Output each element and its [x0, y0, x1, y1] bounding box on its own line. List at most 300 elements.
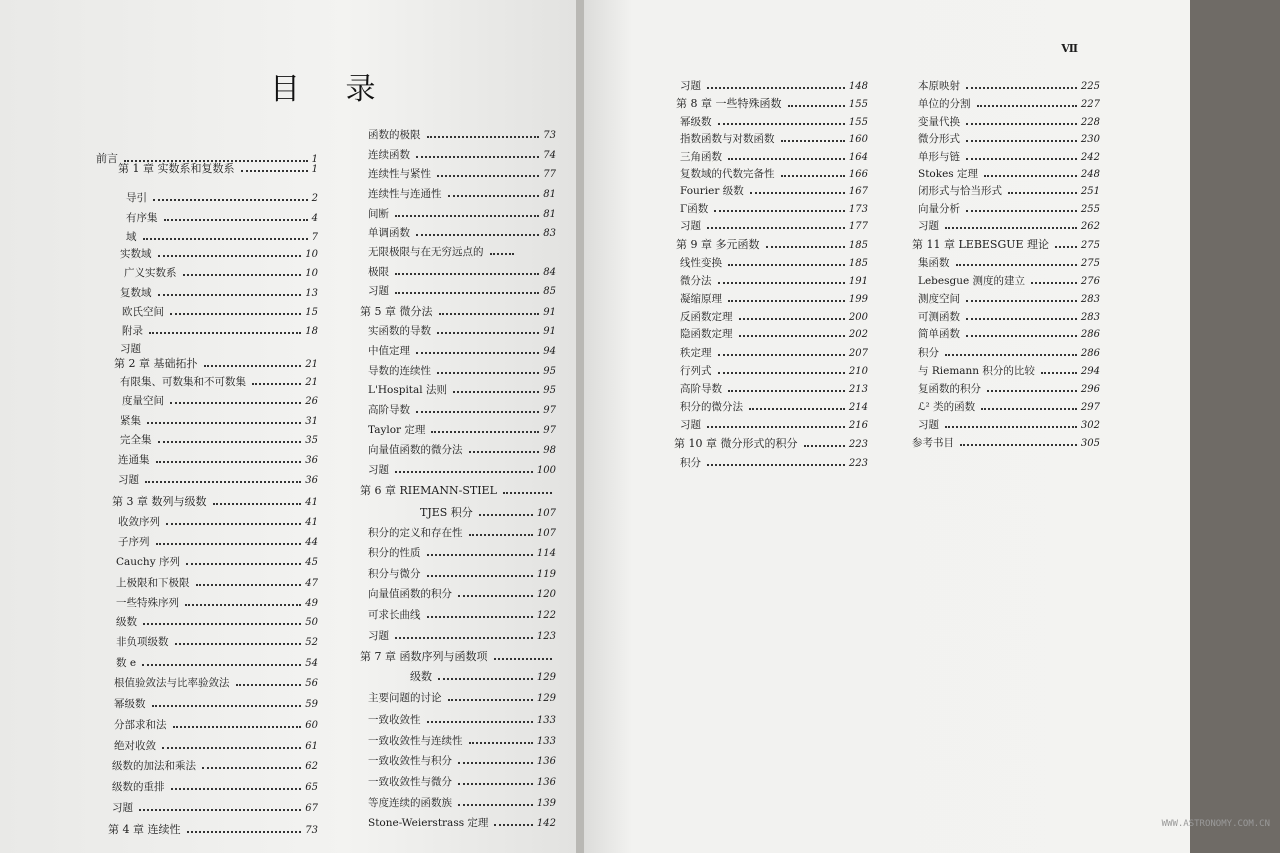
page-number: 84	[543, 267, 556, 278]
entry-title: 积分的微分法	[680, 401, 743, 413]
chapter-entry	[420, 504, 556, 518]
toc-entry	[918, 201, 1100, 215]
toc-entry	[680, 455, 868, 469]
entry-title: 实数域	[120, 248, 152, 260]
page-number: 13	[305, 288, 318, 299]
toc-entry	[114, 675, 318, 689]
toc-entry	[368, 586, 556, 600]
entry-title: 闭形式与恰当形式	[918, 185, 1002, 197]
page-number: 286	[1080, 329, 1100, 340]
toc-entry	[112, 800, 318, 814]
leader-dots	[503, 492, 552, 494]
page-number: 214	[848, 402, 868, 413]
leader-dots	[431, 431, 539, 433]
toc-entry	[124, 265, 318, 279]
toc-entry	[126, 229, 318, 243]
entry-title: 反函数定理	[680, 311, 733, 323]
toc-entry	[368, 127, 556, 141]
toc-entry	[118, 514, 318, 528]
entry-title: 一致收敛性	[368, 714, 421, 726]
leader-dots	[437, 332, 539, 334]
entry-title: 一致收敛性与积分	[368, 755, 452, 767]
page-number: 167	[848, 186, 868, 197]
leader-dots	[966, 123, 1077, 125]
page-number: 136	[536, 756, 556, 767]
toc-entry	[918, 78, 1100, 92]
page-number: 297	[1080, 402, 1100, 413]
entry-title: 第 6 章 RIEMANN-STIEL	[360, 484, 497, 497]
toc-entry	[368, 147, 556, 161]
entry-title: Lebesgue 测度的建立	[918, 275, 1026, 287]
page-number: 107	[536, 528, 556, 539]
entry-title: 导数的连续性	[368, 365, 431, 377]
page-number: 155	[848, 99, 868, 110]
page-number: 302	[1080, 420, 1100, 431]
page-number: 10	[305, 268, 318, 279]
leader-dots	[945, 426, 1077, 428]
entry-title: 习题	[368, 285, 389, 297]
entry-title: 集函数	[918, 257, 950, 269]
leader-dots	[395, 273, 539, 275]
toc-entry	[120, 432, 318, 446]
chapter-entry	[108, 821, 318, 835]
page-number: 31	[305, 416, 318, 427]
page-number: 15	[305, 307, 318, 318]
toc-entry	[368, 462, 556, 476]
entry-title: 一致收敛性与连续性	[368, 735, 463, 747]
page-number: 83	[543, 228, 556, 239]
leader-dots	[966, 210, 1077, 212]
leader-dots	[977, 105, 1077, 107]
entry-title: 有序集	[126, 212, 158, 224]
toc-entry	[918, 309, 1100, 323]
leader-dots	[749, 408, 845, 410]
page-number: 77	[543, 169, 556, 180]
toc-entry	[368, 566, 556, 580]
page-number: 36	[305, 475, 318, 486]
entry-title: 习题	[120, 343, 141, 355]
page-number: 199	[848, 294, 868, 305]
leader-dots	[707, 464, 845, 466]
page-number: 133	[536, 736, 556, 747]
entry-title: 复数域的代数完备性	[680, 168, 775, 180]
toc-entry	[918, 96, 1100, 110]
entry-title: 连续函数	[368, 149, 410, 161]
entry-title: 子序列	[118, 536, 150, 548]
leader-dots	[788, 105, 845, 107]
toc-entry	[368, 363, 556, 377]
leader-dots	[728, 264, 845, 266]
entry-title: 测度空间	[918, 293, 960, 305]
entry-title: 习题	[918, 220, 939, 232]
toc-entry	[680, 399, 868, 413]
leader-dots	[162, 747, 301, 749]
entry-title: 向量值函数的积分	[368, 588, 452, 600]
toc-entry	[122, 304, 318, 318]
page-number: 275	[1080, 240, 1100, 251]
page-number: 283	[1080, 294, 1100, 305]
leader-dots	[139, 809, 301, 811]
entry-title: 广义实数系	[124, 267, 177, 279]
toc-entry	[368, 442, 556, 456]
page-number: 47	[305, 578, 318, 589]
entry-title: 单位的分割	[918, 98, 971, 110]
page-number: 10	[305, 249, 318, 260]
toc-entry	[118, 452, 318, 466]
leader-dots	[171, 788, 302, 790]
leader-dots	[494, 824, 532, 826]
toc-entry	[368, 186, 556, 200]
entry-title: 欧氏空间	[122, 306, 164, 318]
entry-title: 积分与微分	[368, 568, 421, 580]
leader-dots	[1008, 192, 1077, 194]
toc-entry	[918, 183, 1100, 197]
chapter-entry	[114, 355, 318, 369]
leader-dots	[469, 534, 533, 536]
entry-title: 绝对收敛	[114, 740, 156, 752]
page-number: 95	[543, 385, 556, 396]
entry-title: 单调函数	[368, 227, 410, 239]
entry-title: 向量分析	[918, 203, 960, 215]
page-number: 2	[311, 193, 318, 204]
toc-entry	[918, 291, 1100, 305]
toc-entry	[368, 815, 556, 829]
toc-entry	[680, 381, 868, 395]
leader-dots	[739, 318, 845, 320]
page-number: 305	[1080, 438, 1100, 449]
toc-entry	[368, 225, 556, 239]
page-number: 50	[305, 617, 318, 628]
toc-entry	[918, 381, 1100, 395]
page-number: 283	[1080, 312, 1100, 323]
leader-dots	[185, 604, 301, 606]
toc-entry	[368, 545, 556, 559]
page-number: 225	[1080, 81, 1100, 92]
leader-dots	[170, 313, 301, 315]
leader-dots	[458, 595, 533, 597]
leader-dots	[395, 292, 539, 294]
toc-entry	[918, 131, 1100, 145]
page-number: 160	[848, 134, 868, 145]
toc-entry	[368, 264, 556, 278]
page-number: 97	[543, 425, 556, 436]
toc-entry	[680, 78, 868, 92]
entry-title: 数 e	[116, 657, 137, 669]
page-number: 59	[305, 699, 318, 710]
entry-title: 级数	[410, 670, 432, 683]
page-number: 73	[305, 825, 318, 836]
leader-dots	[739, 335, 845, 337]
leader-dots	[718, 372, 845, 374]
toc-entry	[368, 382, 556, 396]
entry-title: 第 5 章 微分法	[360, 305, 433, 318]
entry-title: 导引	[126, 192, 147, 204]
toc-entry	[118, 472, 318, 486]
toc-entry	[120, 341, 180, 355]
entry-title: 紧集	[120, 415, 141, 427]
toc-entry	[368, 283, 556, 297]
entry-title: 高阶导数	[368, 404, 410, 416]
leader-dots	[395, 471, 533, 473]
toc-entry	[368, 607, 556, 621]
leader-dots	[453, 391, 539, 393]
page-number: 74	[543, 150, 556, 161]
entry-title: 主要问题的讨论	[368, 692, 442, 704]
toc-entry	[918, 114, 1100, 128]
entry-title: 习题	[680, 220, 701, 232]
page-number: 148	[848, 81, 868, 92]
entry-title: Taylor 定理	[368, 424, 426, 436]
page-number: 207	[848, 348, 868, 359]
entry-title: 复数域	[120, 287, 152, 299]
page-number: 120	[536, 589, 556, 600]
leader-dots	[416, 411, 539, 413]
leader-dots	[395, 215, 539, 217]
leader-dots	[490, 253, 515, 255]
entry-title: 可测函数	[918, 311, 960, 323]
toc-entry	[918, 363, 1100, 377]
page-number: 41	[305, 497, 318, 508]
entry-title: 积分	[918, 347, 939, 359]
toc-entry	[122, 323, 318, 337]
leader-dots	[966, 300, 1077, 302]
page-number: 73	[543, 130, 556, 141]
page-number: 91	[543, 307, 556, 318]
page-number: 114	[536, 548, 556, 559]
leader-dots	[416, 234, 539, 236]
leader-dots	[145, 481, 301, 483]
toc-entry	[368, 733, 556, 747]
toc-entry	[368, 422, 556, 436]
entry-title: 连续性与连通性	[368, 188, 442, 200]
toc-entry	[126, 190, 318, 204]
leader-dots	[427, 554, 533, 556]
entry-title: 线性变换	[680, 257, 722, 269]
entry-title: 间断	[368, 208, 389, 220]
chapter-entry	[360, 482, 556, 496]
chapter-entry	[360, 648, 556, 662]
leader-dots	[142, 664, 301, 666]
entry-title: 函数的极限	[368, 129, 421, 141]
page-number: 166	[848, 169, 868, 180]
entry-title: 域	[126, 231, 137, 243]
entry-title: 三角函数	[680, 151, 722, 163]
toc-entry	[368, 774, 556, 788]
leader-dots	[416, 352, 539, 354]
entry-title: Cauchy 序列	[116, 556, 180, 568]
entry-title: 第 7 章 函数序列与函数项	[360, 650, 488, 663]
entry-title: 第 10 章 微分形式的积分	[674, 437, 798, 450]
leader-dots	[766, 246, 845, 248]
leader-dots	[981, 408, 1077, 410]
leader-dots	[960, 444, 1077, 446]
toc-entry	[680, 183, 868, 197]
toc-entry	[368, 343, 556, 357]
leader-dots	[458, 804, 533, 806]
toc-entry	[116, 655, 318, 669]
leader-dots	[448, 195, 540, 197]
entry-title: 与 Riemann 积分的比较	[918, 365, 1035, 377]
entry-title: TJES 积分	[420, 506, 473, 519]
leader-dots	[427, 616, 533, 618]
toc-entry	[368, 244, 518, 258]
leader-dots	[469, 451, 540, 453]
leader-dots	[158, 441, 302, 443]
page-number: 61	[305, 741, 318, 752]
page-number: 191	[848, 276, 868, 287]
entry-title: 复函数的积分	[918, 383, 981, 395]
entry-title: 可求长曲线	[368, 609, 421, 621]
entry-title: 前言	[96, 152, 118, 165]
leader-dots	[416, 156, 539, 158]
page-number: 85	[543, 286, 556, 297]
chapter-entry	[360, 303, 556, 317]
page-number: 45	[305, 557, 318, 568]
entry-title: 级数的加法和乘法	[112, 760, 196, 772]
page-number: 173	[848, 204, 868, 215]
page-number: 49	[305, 598, 318, 609]
entry-title: 无限极限与在无穷远点的	[368, 246, 484, 258]
leader-dots	[728, 390, 845, 392]
entry-title: 第 11 章 LEBESGUE 理论	[912, 238, 1050, 251]
leader-dots	[183, 274, 302, 276]
page-number: 122	[536, 610, 556, 621]
page-number: 139	[536, 798, 556, 809]
leader-dots	[945, 354, 1077, 356]
page-title: 目 录	[270, 72, 394, 107]
toc-entry	[680, 114, 868, 128]
entry-title: 变量代换	[918, 116, 960, 128]
leader-dots	[945, 227, 1077, 229]
page-number: 185	[848, 240, 868, 251]
page-folio: Ⅶ	[1061, 42, 1078, 55]
entry-title: 习题	[680, 80, 701, 92]
toc-entry	[116, 595, 318, 609]
toc-entry	[918, 326, 1100, 340]
toc-entry	[368, 795, 556, 809]
page-number: 65	[305, 782, 318, 793]
toc-entry	[114, 717, 318, 731]
leader-dots	[448, 699, 533, 701]
entry-title: 等度连续的函数族	[368, 797, 452, 809]
leader-dots	[1055, 246, 1077, 248]
entry-title: 微分法	[680, 275, 712, 287]
entry-title: 收敛序列	[118, 516, 160, 528]
toc-entry	[122, 393, 318, 407]
leader-dots	[781, 140, 845, 142]
entry-title: 行列式	[680, 365, 712, 377]
leader-dots	[987, 390, 1077, 392]
leader-dots	[469, 742, 533, 744]
page-number: 164	[848, 152, 868, 163]
entry-title: 微分形式	[918, 133, 960, 145]
toc-entry	[680, 345, 868, 359]
toc-entry	[368, 690, 556, 704]
toc-entry	[116, 614, 318, 628]
leader-dots	[984, 175, 1077, 177]
entry-title: 度量空间	[122, 395, 164, 407]
entry-title: 分部求和法	[114, 719, 167, 731]
leader-dots	[714, 210, 845, 212]
page-number: 223	[848, 458, 868, 469]
entry-title: 中值定理	[368, 345, 410, 357]
leader-dots	[153, 199, 308, 201]
page-number: 213	[848, 384, 868, 395]
entry-title: 第 4 章 连续性	[108, 823, 181, 836]
page-number: 21	[305, 359, 318, 370]
entry-title: 本原映射	[918, 80, 960, 92]
entry-title: 实函数的导数	[368, 325, 431, 337]
toc-entry	[680, 201, 868, 215]
leader-dots	[437, 175, 539, 177]
leader-dots	[966, 158, 1077, 160]
toc-entry	[114, 696, 318, 710]
page-number: 177	[848, 221, 868, 232]
toc-entry	[918, 255, 1100, 269]
toc-entry	[368, 525, 556, 539]
page-number: 81	[543, 189, 556, 200]
entry-title: 第 2 章 基础拓扑	[114, 357, 198, 370]
page-number: 4	[311, 213, 318, 224]
entry-title: 习题	[368, 630, 389, 642]
page-number: 100	[536, 465, 556, 476]
leader-dots	[427, 721, 533, 723]
toc-entry	[918, 345, 1100, 359]
page-number: 155	[848, 117, 868, 128]
entry-title: 高阶导数	[680, 383, 722, 395]
leader-dots	[966, 318, 1077, 320]
toc-entry	[680, 131, 868, 145]
entry-title: L'Hospital 法则	[368, 384, 447, 396]
leader-dots	[395, 637, 533, 639]
entry-title: 单形与链	[918, 151, 960, 163]
toc-entry	[918, 166, 1100, 180]
leader-dots	[438, 678, 533, 680]
leader-dots	[479, 514, 533, 516]
page-number: 228	[1080, 117, 1100, 128]
entry-title: 秩定理	[680, 347, 712, 359]
page-number: 91	[543, 326, 556, 337]
entry-title: 第 3 章 数列与级数	[112, 495, 207, 508]
leader-dots	[804, 445, 845, 447]
toc-entry	[680, 166, 868, 180]
page-number: 286	[1080, 348, 1100, 359]
page-number: 94	[543, 346, 556, 357]
entry-title: 积分的性质	[368, 547, 421, 559]
entry-title: 连续性与紧性	[368, 168, 431, 180]
chapter-entry	[112, 493, 318, 507]
entry-title: 习题	[368, 464, 389, 476]
leader-dots	[728, 300, 845, 302]
leader-dots	[143, 238, 308, 240]
toc-entry	[116, 554, 318, 568]
leader-dots	[186, 563, 301, 565]
leader-dots	[213, 503, 302, 505]
entry-title: 级数的重排	[112, 781, 165, 793]
page-number: 123	[536, 631, 556, 642]
leader-dots	[707, 227, 845, 229]
toc-entry	[368, 712, 556, 726]
toc-entry	[680, 149, 868, 163]
entry-title: 连通集	[118, 454, 150, 466]
entry-title: 简单函数	[918, 328, 960, 340]
entry-title: Γ函数	[680, 203, 709, 215]
right-page	[584, 0, 1190, 853]
entry-title: 附录	[122, 325, 143, 337]
toc-entry	[680, 417, 868, 431]
page-number: 248	[1080, 169, 1100, 180]
leader-dots	[427, 575, 533, 577]
